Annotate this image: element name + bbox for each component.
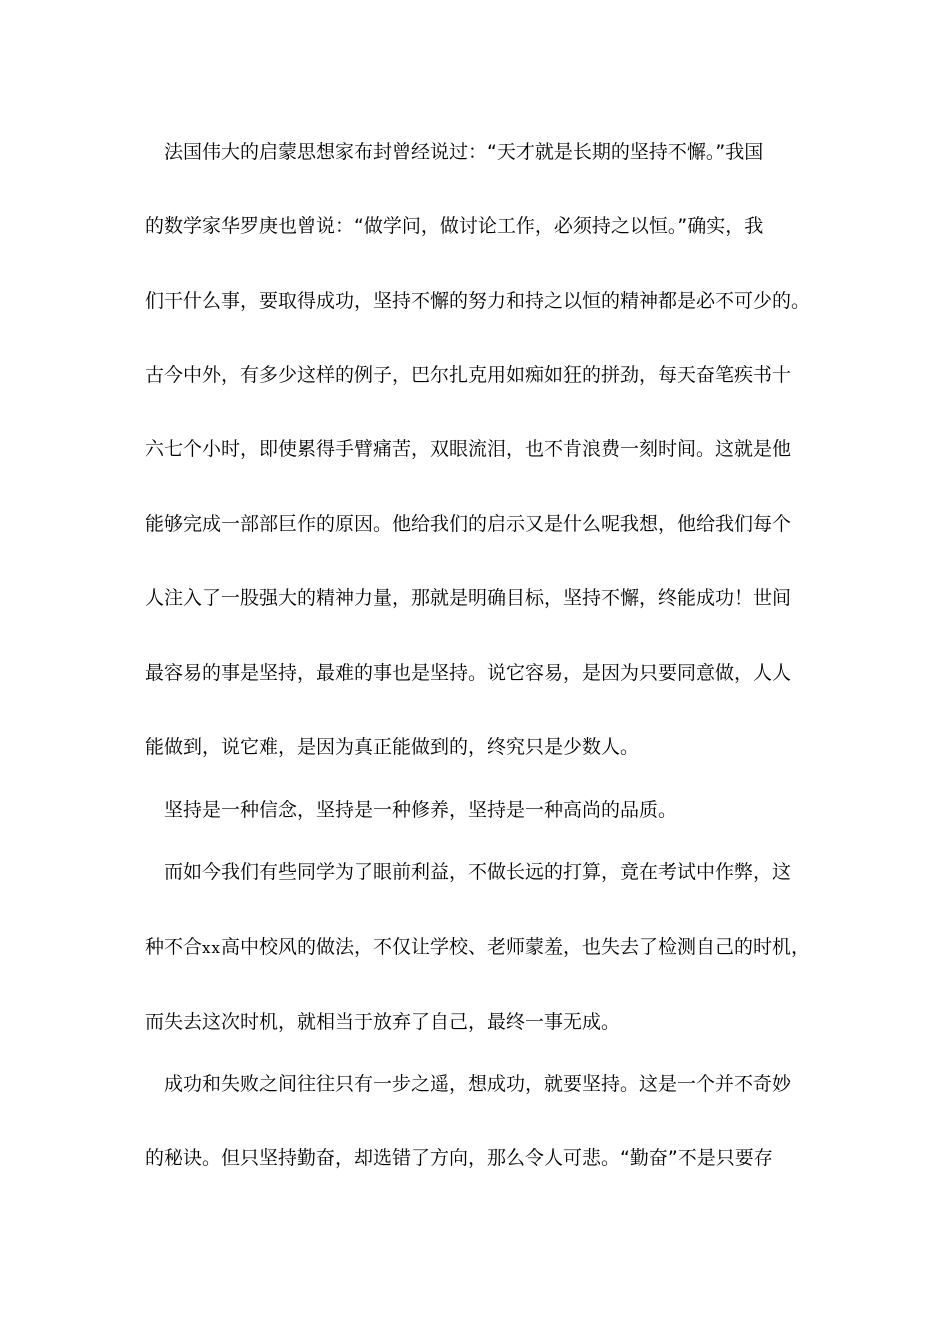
paragraph-1-line-2: 的数学家华罗庚也曾说：“做学问，做讨论工作，必须持之以恒。”确实，我 <box>145 215 764 237</box>
paragraph-4-line-1: 成功和失败之间往往只有一步之遥，想成功，就要坚持。这是一个并不奇妙 <box>164 1073 792 1095</box>
paragraph-4-line-2: 的秘诀。但只坚持勤奋，却选错了方向，那么令人可悲。“勤奋”不是只要存 <box>145 1147 773 1169</box>
paragraph-3-line-2-part-1: 种不合 <box>145 936 203 958</box>
paragraph-2-line-1: 坚持是一种信念，坚持是一种修养，坚持是一种高尚的品质。 <box>164 799 678 821</box>
paragraph-1-line-5: 六七个小时，即使累得手臂痛苦，双眼流泪，也不肯浪费一刻时间。这就是他 <box>145 438 792 460</box>
paragraph-1-line-1: 法国伟大的启蒙思想家布封曾经说过：“天才就是长期的坚持不懈。”我国 <box>164 141 764 163</box>
paragraph-1-line-4: 古今中外，有多少这样的例子，巴尔扎克用如痴如狂的拼劲，每天奋笔疾书十 <box>145 364 792 386</box>
school-name-placeholder: xx <box>202 939 221 957</box>
paragraph-1-line-6: 能够完成一部部巨作的原因。他给我们的启示又是什么呢我想，他给我们每个 <box>145 513 792 535</box>
paragraph-3-line-1: 而如今我们有些同学为了眼前利益，不做长远的打算，竟在考试中作弊，这 <box>164 861 792 883</box>
paragraph-1-line-9: 能做到，说它难，是因为真正能做到的，终究只是少数人。 <box>145 736 640 758</box>
paragraph-1-line-3: 们干什么事，要取得成功，坚持不懈的努力和持之以恒的精神都是必不可少的。 <box>145 290 811 312</box>
paragraph-1-line-8: 最容易的事是坚持，最难的事也是坚持。说它容易，是因为只要同意做，人人 <box>145 662 792 684</box>
paragraph-3-line-3: 而失去这次时机，就相当于放弃了自己，最终一事无成。 <box>145 1011 621 1033</box>
paragraph-3-line-2 <box>145 934 825 961</box>
paragraph-3-line-2-part-2: 高中校风的做法，不仅让学校、老师蒙羞，也失去了检测自己的时机， <box>220 936 810 958</box>
paragraph-1-line-7: 人注入了一股强大的精神力量，那就是明确目标，坚持不懈，终能成功！世间 <box>145 587 792 609</box>
